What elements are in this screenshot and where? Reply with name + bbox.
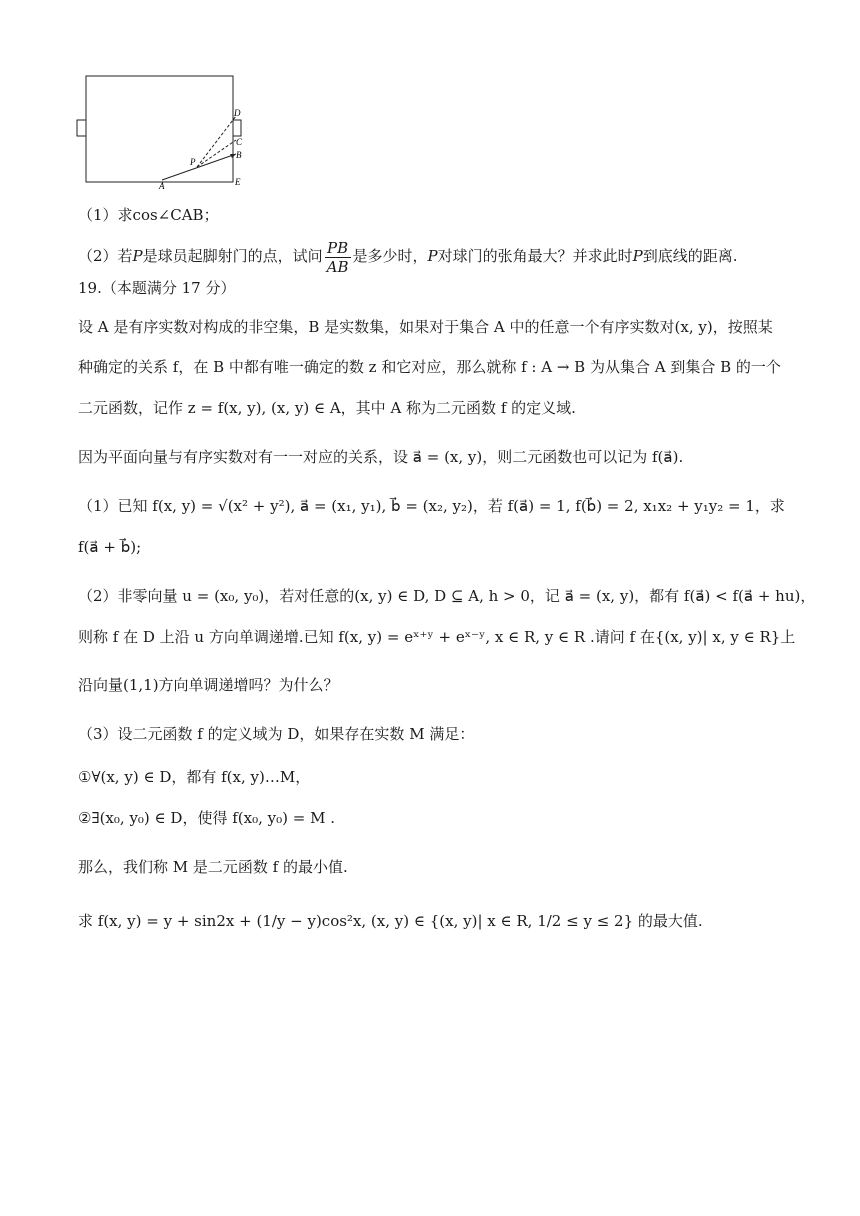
field-diagram xyxy=(76,74,256,194)
q18-part2-e: P xyxy=(427,247,438,265)
label-d: D xyxy=(234,108,241,118)
left-goal xyxy=(77,120,86,136)
right-goal xyxy=(233,120,241,136)
label-a: A xyxy=(159,181,165,191)
label-p: P xyxy=(190,157,196,167)
q19-header: 19.（本题满分 17 分） xyxy=(78,279,236,297)
q18-part2-h: 到底线的距离. xyxy=(642,247,738,265)
q19-part3-cond1: ①∀(x, y) ∈ D，都有 f(x, y)…M， xyxy=(78,768,311,786)
q19-def-line3: 二元函数，记作 z = f(x, y), (x, y) ∈ A，其中 A 称为二元函数 f 的定义域. xyxy=(78,399,576,417)
q18-part2-d: 是多少时， xyxy=(352,247,428,265)
q19-part1-line1: （1）已知 f(x, y) = √(x² + y²), a⃗ = (x₁, y₁), b⃗ = (x₂, y₂)，若 f(a⃗) = 1, f(b⃗) = 2, x₁x₂ + y₁y₂ = 1，求 xyxy=(78,497,785,515)
q19-part1-line2: f(a⃗ + b⃗); xyxy=(78,538,142,556)
q19-part2-line3: 沿向量(1,1)方向单调递增吗？为什么？ xyxy=(78,676,339,694)
label-e: E xyxy=(235,177,241,187)
q19-part3-cond2: ②∃(x₀, y₀) ∈ D，使得 f(x₀, y₀) = M . xyxy=(78,809,335,827)
label-c: C xyxy=(236,137,243,147)
ratio-numerator: PB xyxy=(325,239,351,258)
field-diagram-svg xyxy=(76,74,256,194)
q19-part2-line1: （2）非零向量 u = (x₀, y₀)，若对任意的(x, y) ∈ D, D ⊆ A, h > 0，记 a⃗ = (x, y)，都有 f(a⃗) < f(a⃗ + hu)， xyxy=(78,587,816,605)
q18-part2-g: P xyxy=(632,247,643,265)
q18-part2-c: 是球员起脚射门的点，试问 xyxy=(142,247,323,265)
q19-def-line2: 种确定的关系 f，在 B 中都有唯一确定的数 z 和它对应，那么就称 f : A → B 为从集合 A 到集合 B 的一个 xyxy=(78,358,781,376)
line-pd xyxy=(197,116,236,167)
q18-part2-f: 对球门的张角最大？并求此时 xyxy=(437,247,633,265)
q19-part3-line4: 那么，我们称 M 是二元函数 f 的最小值. xyxy=(78,858,348,876)
q18-part2-a: （2）若 xyxy=(78,247,133,265)
q19-def-line4: 因为平面向量与有序实数对有一一对应的关系，设 a⃗ = (x, y)，则二元函数也可以记为 f(a⃗). xyxy=(78,448,684,466)
q19-part2-line2: 则称 f 在 D 上沿 u 方向单调递增.已知 f(x, y) = eˣ⁺ʸ + eˣ⁻ʸ, x ∈ R, y ∈ R .请问 f 在{(x, y)| x, y ∈ R}上 xyxy=(78,628,796,646)
q18-part2-b: P xyxy=(132,247,143,265)
label-b: B xyxy=(236,150,242,160)
q19-part3-line5: 求 f(x, y) = y + sin2x + (1/y − y)cos²x, (x, y) ∈ {(x, y)| x ∈ R, 1/2 ≤ y ≤ 2} 的最大值. xyxy=(78,912,703,930)
line-pc xyxy=(197,140,236,167)
q18-part1: （1）求cos∠CAB； xyxy=(78,206,219,224)
q19-def-line1: 设 A 是有序实数对构成的非空集，B 是实数集，如果对于集合 A 中的任意一个有序实数对(x, y)，按照某 xyxy=(78,318,773,336)
ratio-denominator: AB xyxy=(326,257,349,276)
q18-part2 xyxy=(78,236,738,276)
line-ab xyxy=(162,154,236,180)
ratio-pb-ab xyxy=(325,239,351,276)
q19-part3-line1: （3）设二元函数 f 的定义域为 D，如果存在实数 M 满足： xyxy=(78,725,475,743)
field-border xyxy=(86,76,233,182)
